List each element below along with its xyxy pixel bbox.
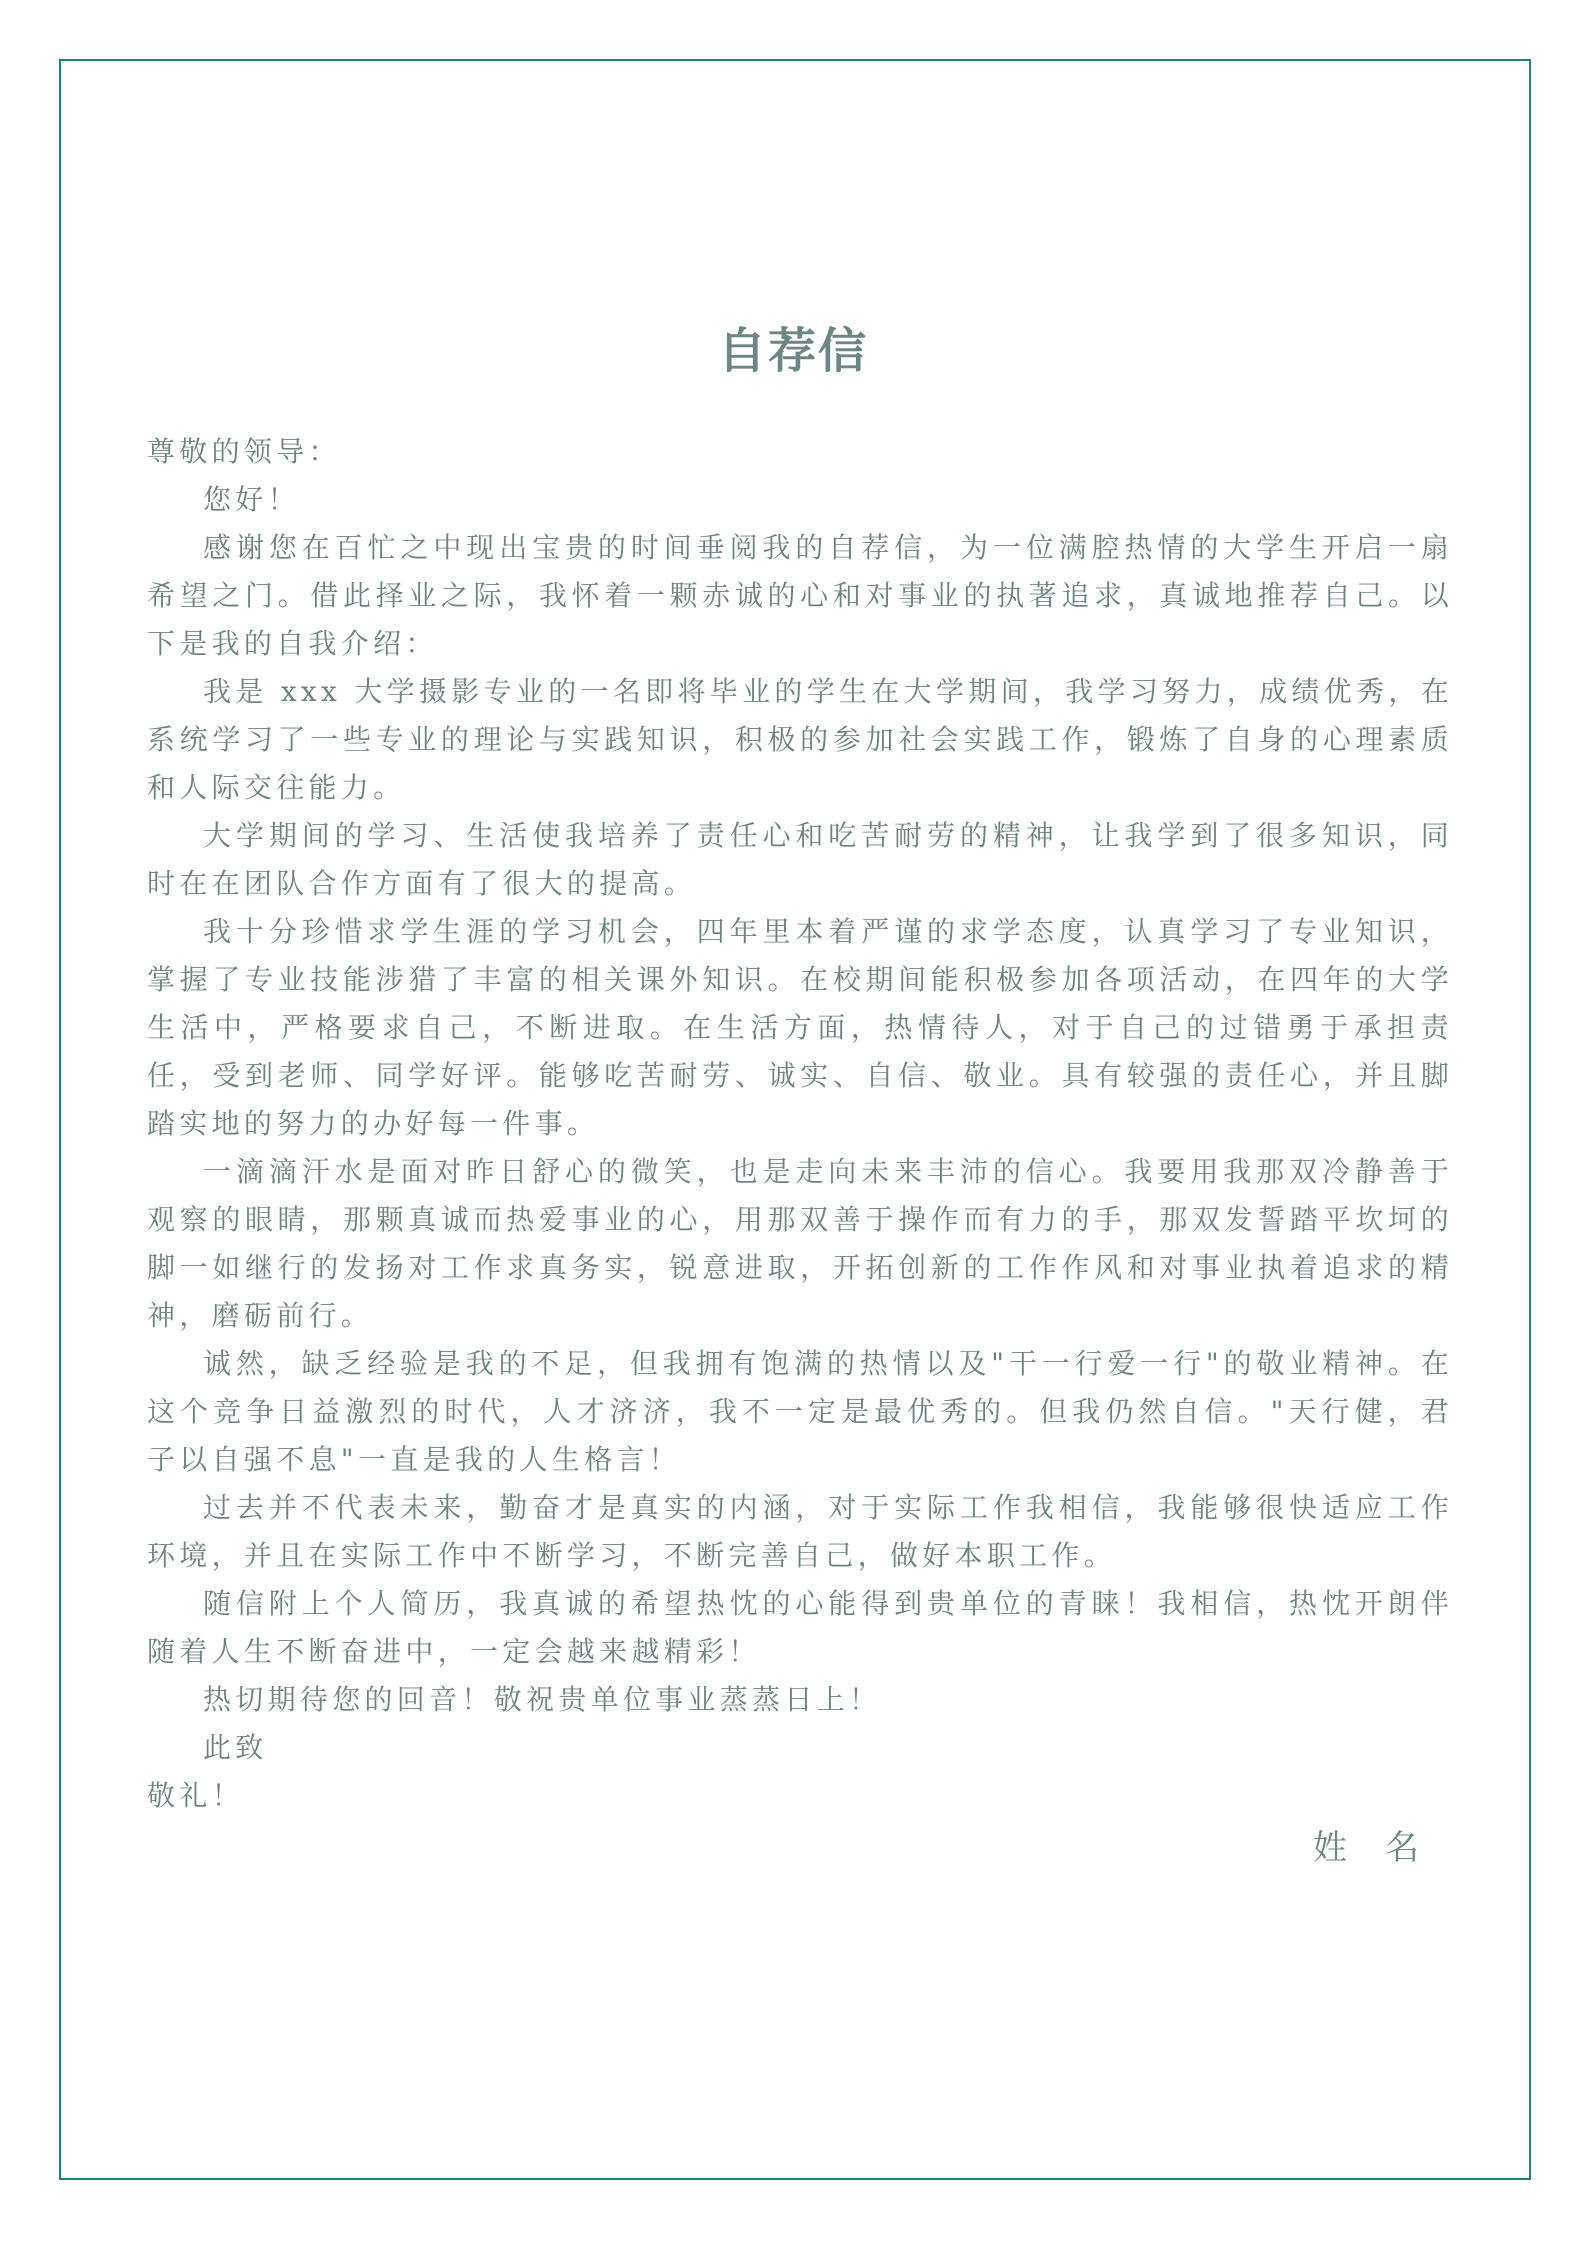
closing-regards: 敬礼！ xyxy=(147,1779,244,1812)
closing-salute: 此致 xyxy=(203,1731,268,1764)
greeting: 您好！ xyxy=(203,483,300,516)
paragraph-self-assessment: 诚然，缺乏经验是我的不足，但我拥有饱满的热情以及"干一行爱一行"的敬业精神。在这个竞争日益激烈的时代，人才济济，我不一定是最优秀的。但我仍然自信。"天行健，君子以自强不息"一直是我的人生格言！ xyxy=(147,1347,1453,1476)
signature-name: 姓 名 xyxy=(1313,1828,1421,1868)
paragraph-resume-attached: 随信附上个人简历，我真诚的希望热忱的心能得到贵单位的青睐！我相信，热忱开朗伴随着人生不断奋进中，一定会越来越精彩！ xyxy=(147,1587,1453,1668)
paragraph-looking-forward: 热切期待您的回音！敬祝贵单位事业蒸蒸日上！ xyxy=(203,1683,882,1716)
paragraph-study-opportunity: 我十分珍惜求学生涯的学习机会，四年里本着严谨的求学态度，认真学习了专业知识，掌握了专业技能涉猎了丰富的相关课外知识。在校期间能积极参加各项活动，在四年的大学生活中，严格要求自己，不断进取。在生活方面，热情待人，对于自己的过错勇于承担责任，受到老师、同学好评。能够吃苦耐劳、诚实、自信、敬业。具有较强的责任心，并且脚踏实地的努力的办好每一件事。 xyxy=(147,915,1453,1140)
paragraph-university-life: 大学期间的学习、生活使我培养了责任心和吃苦耐劳的精神，让我学到了很多知识，同时在在团队合作方面有了很大的提高。 xyxy=(147,819,1453,900)
document-title: 自荐信 xyxy=(717,323,868,379)
salutation: 尊敬的领导： xyxy=(147,435,341,468)
letter-body xyxy=(147,428,1453,1820)
paragraph-introduction: 我是 xxx 大学摄影专业的一名即将毕业的学生在大学期间，我学习努力，成绩优秀，在系统学习了一些专业的理论与实践知识，积极的参加社会实践工作，锻炼了自身的心理素质和人际交往能力。 xyxy=(147,675,1453,804)
paragraph-gratitude: 感谢您在百忙之中现出宝贵的时间垂阅我的自荐信，为一位满腔热情的大学生开启一扇希望之门。借此择业之际，我怀着一颗赤诚的心和对事业的执著追求，真诚地推荐自己。以下是我的自我介绍： xyxy=(147,531,1453,660)
paragraph-future: 过去并不代表未来，勤奋才是真实的内涵，对于实际工作我相信，我能够很快适应工作环境，并且在实际工作中不断学习，不断完善自己，做好本职工作。 xyxy=(147,1491,1453,1572)
paragraph-determination: 一滴滴汗水是面对昨日舒心的微笑，也是走向未来丰沛的信心。我要用我那双冷静善于观察的眼睛，那颗真诚而热爱事业的心，用那双善于操作而有力的手，那双发誓踏平坎坷的脚一如继行的发扬对工作求真务实，锐意进取，开拓创新的工作作风和对事业执着追求的精神，磨砺前行。 xyxy=(147,1155,1453,1332)
